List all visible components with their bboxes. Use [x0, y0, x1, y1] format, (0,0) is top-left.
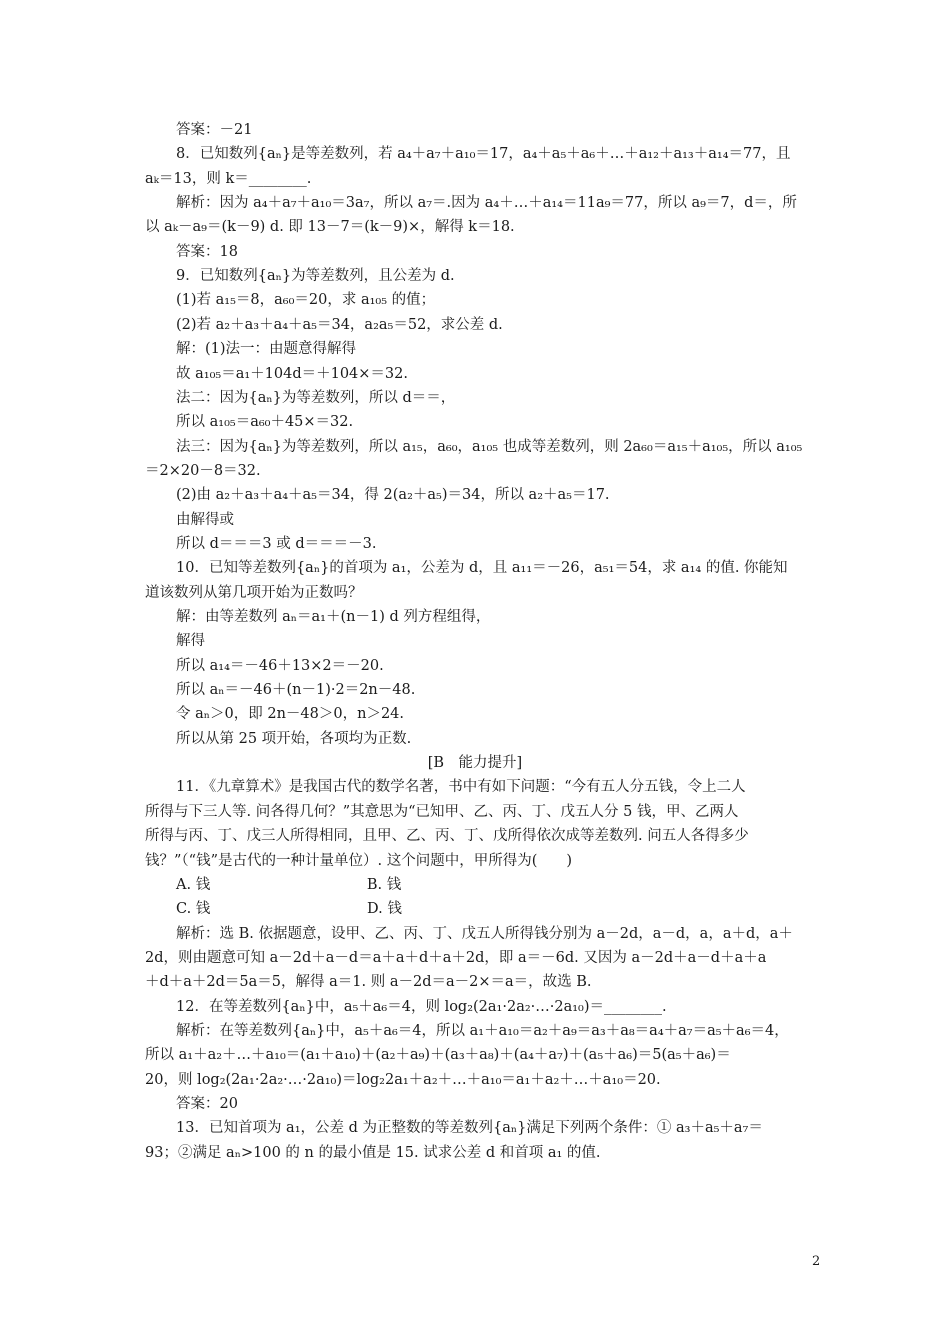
text-line: 以 aₖ－a₉＝(k－9) d. 即 13－7＝(k－9)×，解得 k＝18. — [145, 219, 515, 236]
text-line: ＋d＋a＋2d＝5a＝5，解得 a＝1. 则 a－2d＝a－2×＝a＝，故选 B. — [145, 974, 592, 991]
text-line: 10．已知等差数列{aₙ}的首项为 a₁，公差为 d，且 a₁₁＝－26，a₅₁＝54，求 a₁₄ 的值. 你能知 — [176, 560, 788, 577]
text-line: 答案：18 — [176, 243, 238, 260]
text-line: 钱？”（“钱”是古代的一种计量单位）. 这个问题中，甲所得为( ) — [145, 852, 573, 869]
text-line: 解析：选 B. 依据题意，设甲、乙、丙、丁、戊五人所得钱分别为 a－2d，a－d，a，a＋d，a＋ — [176, 925, 793, 942]
text-line: 12．在等差数列{aₙ}中，a₅＋a₆＝4，则 log₂(2a₁·2a₂·…·2a₁₀)＝________. — [176, 998, 667, 1015]
text-line: 道该数列从第几项开始为正数吗？ — [145, 584, 363, 601]
text-line: 8．已知数列{aₙ}是等差数列，若 a₄＋a₇＋a₁₀＝17，a₄＋a₅＋a₆＋…＋a₁₂＋a₁₃＋a₁₄＝77，且 — [176, 146, 791, 163]
text-line: 所得与下三人等. 问各得几何？”其意思为“已知甲、乙、丙、丁、戊五人分 5 钱，甲、乙两人 — [145, 803, 739, 820]
text-line: 所以 aₙ＝－46＋(n－1)·2＝2n－48. — [176, 682, 416, 699]
text-line: A. 钱 B. 钱 — [176, 876, 402, 893]
text-line: 答案：20 — [176, 1096, 238, 1112]
section-heading: [B 能力提升] — [427, 755, 523, 772]
text-line: ＝2×20－8＝32. — [145, 462, 261, 479]
text-line: 所得与丙、丁、戊三人所得相同，且甲、乙、丙、丁、戊所得依次成等差数列. 问五人各得多少 — [145, 828, 749, 845]
text-line: (1)若 a₁₅＝8，a₆₀＝20，求 a₁₀₅ 的值； — [176, 292, 436, 309]
text-line: 11．《九章算术》是我国古代的数学名著，书中有如下问题：“今有五人分五钱，令上二人 — [176, 779, 746, 796]
text-line: C. 钱 D. 钱 — [176, 901, 402, 918]
text-line: 答案：－21 — [176, 122, 253, 138]
text-line: 解析：因为 a₄＋a₇＋a₁₀＝3a₇，所以 a₇＝.因为 a₄＋…＋a₁₄＝11a₉＝77，所以 a₉＝7，d＝，所 — [176, 195, 797, 212]
text-line: 所以从第 25 项开始，各项均为正数. — [176, 730, 412, 747]
text-line: 所以 d＝＝＝3 或 d＝＝＝－3. — [176, 535, 377, 552]
text-line: 法二：因为{aₙ}为等差数列，所以 d＝＝， — [176, 389, 456, 406]
text-line: 20，则 log₂(2a₁·2a₂·…·2a₁₀)＝log₂2a₁＋a₂＋…＋a₁₀＝a₁＋a₂＋…＋a₁₀＝20. — [145, 1071, 661, 1088]
text-line: 令 aₙ＞0，即 2n－48＞0，n＞24. — [176, 706, 404, 723]
text-line: 解：(1)法一：由题意得解得 — [176, 341, 357, 358]
page-number: 2 — [812, 1254, 821, 1269]
text-line: 解析：在等差数列{aₙ}中，a₅＋a₆＝4，所以 a₁＋a₁₀＝a₂＋a₉＝a₃＋a₈＝a₄＋a₇＝a₅＋a₆＝4， — [176, 1022, 789, 1039]
text-line: (2)由 a₂＋a₃＋a₄＋a₅＝34，得 2(a₂＋a₅)＝34，所以 a₂＋a₅＝17. — [176, 487, 610, 504]
text-line: 2d，则由题意可知 a－2d＋a－d＝a＋a＋d＋a＋2d，即 a＝－6d. 又因为 a－2d＋a－d＋a＋a — [145, 949, 767, 966]
text-line: 所以 a₁₀₅＝a₆₀＋45×＝32. — [176, 414, 354, 431]
text-line: 13．已知首项为 a₁，公差 d 为正整数的等差数列{aₙ}满足下列两个条件：① a₃＋a₅＋a₇＝ — [176, 1120, 763, 1137]
text-line: 所以 a₁＋a₂＋…＋a₁₀＝(a₁＋a₁₀)＋(a₂＋a₉)＋(a₃＋a₈)＋(a₄＋a₇)＋(a₅＋a₆)＝5(a₅＋a₆)＝ — [145, 1047, 731, 1064]
text-line: 由解得或 — [176, 511, 234, 528]
text-line: 法三：因为{aₙ}为等差数列，所以 a₁₅，a₆₀，a₁₀₅ 也成等差数列，则 2a₆₀＝a₁₅＋a₁₀₅，所以 a₁₀₅ — [176, 438, 803, 455]
text-line: 故 a₁₀₅＝a₁＋104d＝＋104×＝32. — [176, 365, 408, 382]
text-line: 9．已知数列{aₙ}为等差数列，且公差为 d. — [176, 268, 455, 285]
text-line: aₖ＝13，则 k＝________. — [145, 170, 312, 187]
text-line: 所以 a₁₄＝－46＋13×2＝－20. — [176, 657, 384, 674]
text-line: 解：由等差数列 aₙ＝a₁＋(n－1) d 列方程组得， — [176, 609, 491, 625]
text-line: 93；②满足 aₙ>100 的 n 的最小值是 15. 试求公差 d 和首项 a₁ 的值. — [145, 1144, 601, 1161]
text-line: 解得 — [176, 633, 205, 650]
text-line: (2)若 a₂＋a₃＋a₄＋a₅＝34，a₂a₅＝52，求公差 d. — [176, 316, 503, 333]
